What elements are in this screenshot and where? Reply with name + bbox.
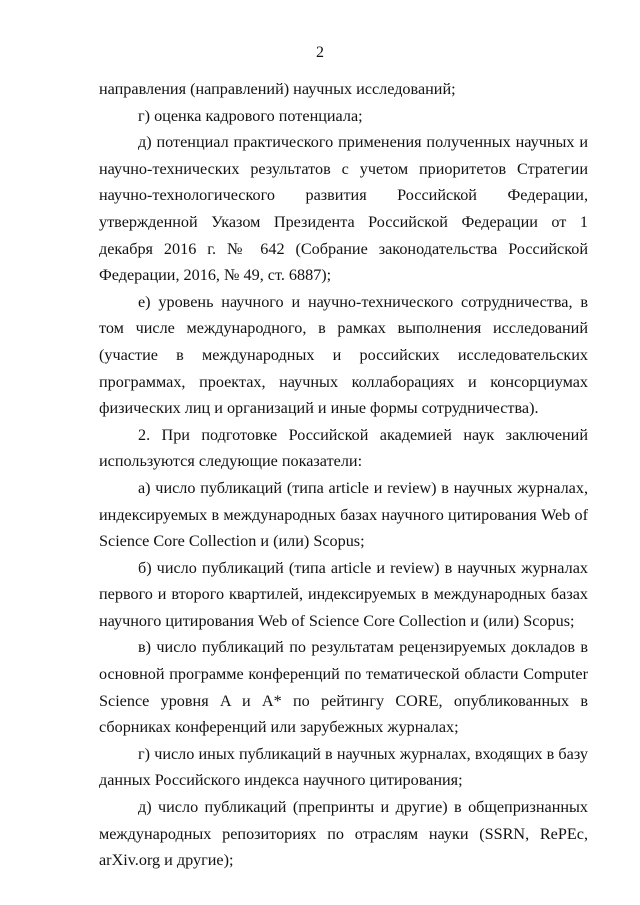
section-2-intro: 2. При подготовке Российской академией наук заключений используются следующие показатели: — [99, 425, 588, 471]
list-item-g-staff-potential: г) оценка кадрового потенциала; — [138, 106, 363, 125]
indicator-d-repository-publications: д) число публикаций (препринты и другие) в общепризнанных международных репозиториях по отраслям науки (SSRN, RePEc, arXiv.org и другие); — [99, 798, 588, 870]
indicator-b-quartile-publications: б) число публикаций (типа article и review) в научных журналах первого и второго квартилей, индексируемых в международных базах научного цитирования Web of Science Core Collection и (или) Scopus; — [99, 558, 588, 630]
page-number: 2 — [316, 44, 324, 61]
indicator-a-publications: а) число публикаций (типа article и review) в научных журналах, индексируемых в международных базах научного цитирования Web of Science Core Collection и (или) Scopus; — [99, 478, 588, 551]
list-item-d-practical-application: д) потенциал практического применения полученных научных и научно-технических результатов с учетом приоритетов Стратегии научно-технологического развития Российской Федерации, утвержденной Указом Президента Российской Федерации от 1 декабря 2016 г. № 642 (Собрание законодательства Российской Федерации, 2016, № 49, ст. 6887); — [99, 133, 588, 285]
indicator-g-rinc-publications: г) число иных публикаций в научных журналах, входящих в базу данных Российского индекса научного цитирования; — [99, 744, 588, 790]
document-body — [99, 76, 588, 874]
indicator-v-conference-papers: в) число публикаций по результатам рецензируемых докладов в основной программе конференций по тематической области Computer Science уровня A и A* по рейтингу CORE, опубликованных в сборниках конференций или зарубежных журналах; — [99, 638, 588, 737]
list-item-e-cooperation: е) уровень научного и научно-технического сотрудничества, в том числе международного, в рамках выполнения исследований (участие в международных и российских исследовательских программах, проектах, научных коллаборациях и консорциумах физических лиц и организаций и иные формы сотрудничества). — [99, 292, 588, 418]
paragraph-continuation: направления (направлений) научных исследований; — [99, 80, 456, 98]
